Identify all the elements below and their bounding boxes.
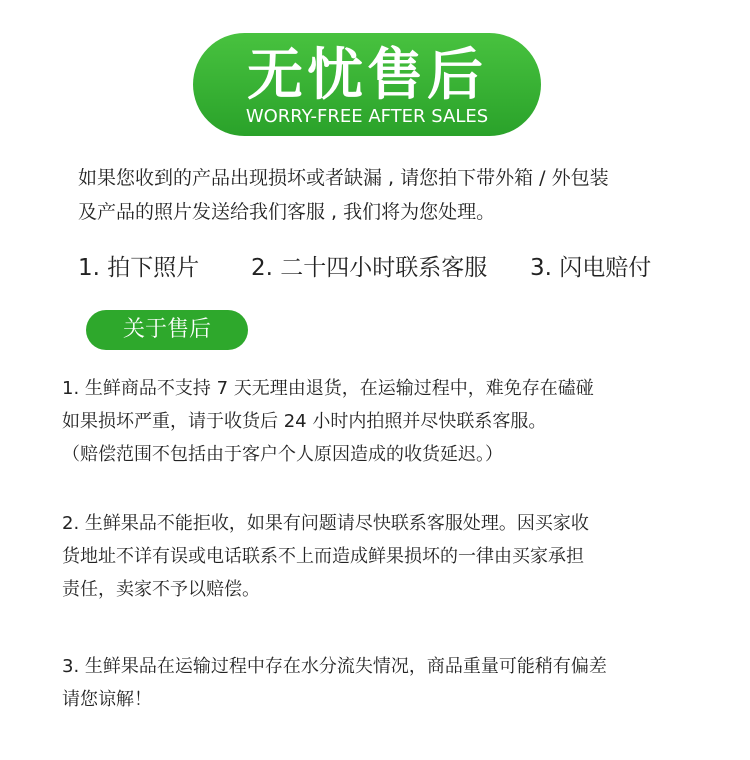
clause-line: 1. 生鲜商品不支持 7 天无理由退货，在运输过程中，难免存在磕碰 (62, 378, 594, 399)
clause-line: （赔偿范围不包括由于客户个人原因造成的收货延迟。） (62, 444, 503, 465)
clause-line: 3. 生鲜果品在运输过程中存在水分流失情况，商品重量可能稍有偏差 (62, 656, 607, 677)
clause-line: 2. 生鲜果品不能拒收，如果有问题请尽快联系客服处理。因买家收 (62, 513, 589, 534)
clause-2 (62, 507, 712, 606)
section-heading-about-after-sales: 关于售后 (86, 310, 248, 350)
intro-paragraph (78, 161, 698, 229)
intro-line: 及产品的照片发送给我们客服 , 我们将为您处理。 (78, 201, 496, 223)
steps-row (78, 248, 718, 288)
step-contact-service: 2. 二十四小时联系客服 (251, 255, 488, 281)
clause-line: 请您谅解！ (62, 689, 152, 710)
after-sales-badge (193, 33, 541, 136)
badge-title: 无忧售后 (247, 43, 487, 108)
clause-line: 责任，卖家不予以赔偿。 (62, 579, 260, 600)
clause-line: 货地址不详有误或电话联系不上而造成鲜果损坏的一律由买家承担 (62, 546, 584, 567)
clause-1 (62, 372, 712, 471)
step-photo: 1. 拍下照片 (78, 255, 200, 281)
clause-line: 如果损坏严重，请于收货后 24 小时内拍照并尽快联系客服。 (62, 411, 547, 432)
intro-line: 如果您收到的产品出现损坏或者缺漏 , 请您拍下带外箱 / 外包装 (78, 167, 609, 189)
clause-3 (62, 650, 712, 716)
step-fast-compensation: 3. 闪电赔付 (530, 255, 652, 281)
badge-subtitle: WORRY-FREE AFTER SALES (245, 106, 489, 127)
